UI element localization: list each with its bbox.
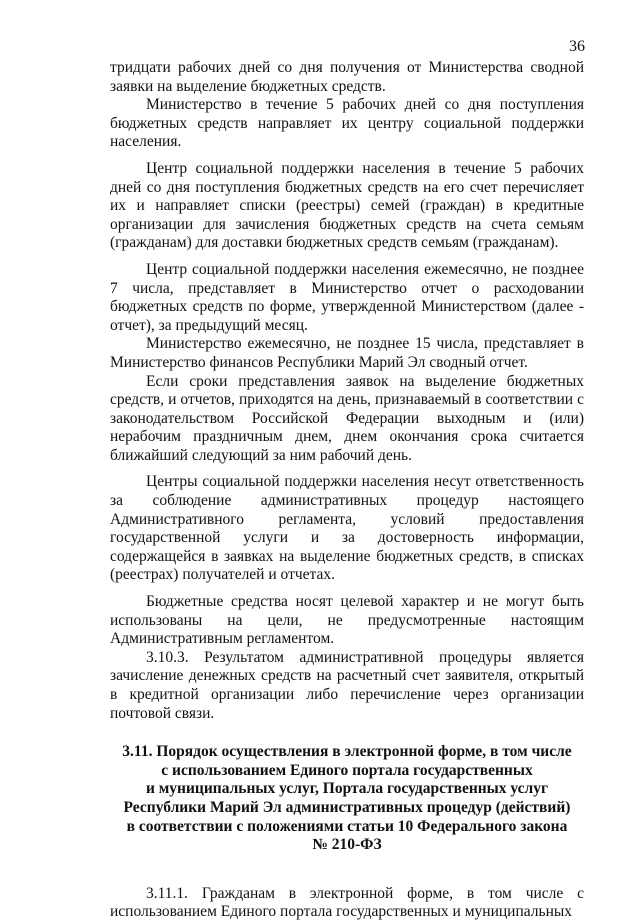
heading-line: с использованием Единого портала государственных bbox=[161, 761, 533, 779]
paragraph: тридцати рабочих дней со дня получения от Министерства сводной заявки на выделение бюджетных средств. bbox=[110, 59, 584, 95]
heading-line: 3.11. Порядок осуществления в электронной форме, в том числе bbox=[122, 743, 572, 761]
paragraph: 3.11.1. Гражданам в электронной форме, в том числе с использованием Единого портала государственных и муниципальных bbox=[110, 884, 584, 921]
paragraph: Центр социальной поддержки населения ежемесячно, не позднее 7 числа, представляет в Министерство отчет о расходовании бюджетных средств по форме, утвержденной Министерством (далее - отчет), за предыдущий месяц. bbox=[110, 260, 584, 334]
heading-line: Республики Марий Эл административных процедур (действий) bbox=[123, 798, 571, 816]
paragraph: Центр социальной поддержки населения в течение 5 рабочих дней со дня поступления бюджетных средств на его счет перечисляет их и направляет списки (реестры) семей (граждан) в кредитные организации для зачисления бюджетных средств на счета семьям (гражданам) для доставки бюджетных средств семьям (гражданам). bbox=[110, 159, 584, 252]
heading-line: в соответствии с положениями статьи 10 Федерального закона bbox=[126, 817, 568, 835]
paragraph: Если сроки представления заявок на выделение бюджетных средств, и отчетов, приходятся на день, признаваемый в соответствии с законодательством Российской Федерации выходным и (или) нерабочим праздничным днем, днем окончания срока считается ближайший следующий за ним рабочий день. bbox=[110, 372, 584, 464]
heading-line: № 210-ФЗ bbox=[312, 836, 382, 854]
page-number: 36 bbox=[569, 38, 585, 55]
heading-line: и муниципальных услуг, Портала государственных услуг bbox=[145, 780, 549, 798]
paragraph: Министерство ежемесячно, не позднее 15 числа, представляет в Министерство финансов Республики Марий Эл сводный отчет. bbox=[110, 335, 584, 371]
paragraph: Центры социальной поддержки населения несут ответственность за соблюдение административных процедур настоящего Административного регламента, условий предоставления государственной услуги и за достоверность информации, содержащейся в заявках на выделение бюджетных средств, в списках (реестрах) получателей и отчетах. bbox=[110, 473, 584, 584]
paragraph: 3.10.3. Результатом административной процедуры является зачисление денежных средств на расчетный счет заявителя, открытый в кредитной организации либо перечисление через организации почтовой связи. bbox=[110, 648, 584, 722]
paragraph: Бюджетные средства носят целевой характер и не могут быть использованы на цели, не предусмотренные настоящим Административным регламентом. bbox=[110, 593, 584, 648]
document-body bbox=[110, 59, 584, 922]
paragraph: Министерство в течение 5 рабочих дней со дня поступления бюджетных средств направляет их центру социальной поддержки населения. bbox=[110, 96, 584, 151]
section-heading bbox=[110, 743, 584, 855]
